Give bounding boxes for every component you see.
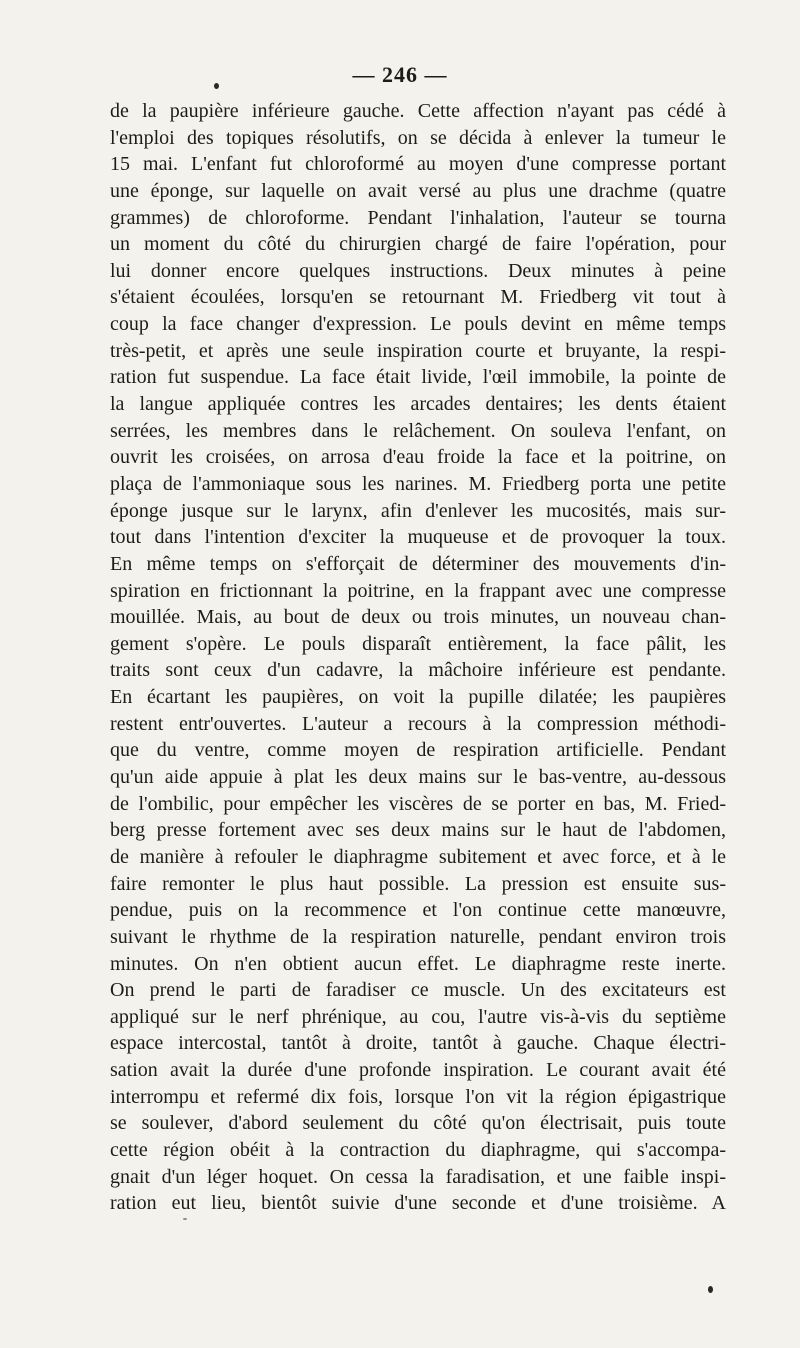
text-line: minutes. On n'en obtient aucun effet. Le diaphragme reste inerte. [110,952,726,975]
text-line: serrées, les membres dans le relâchement. On souleva l'enfant, on [110,419,726,442]
text-line: appliqué sur le nerf phrénique, au cou, l'autre vis-à-vis du septième [110,1005,726,1028]
ink-speck [708,1286,713,1293]
text-line: un moment du côté du chirurgien chargé de faire l'opération, pour [110,233,726,256]
text-line: traits sont ceux d'un cadavre, la mâchoire inférieure est pendante. [110,659,726,682]
text-line: mouillée. Mais, au bout de deux ou trois minutes, un nouveau chan- [110,606,726,629]
ink-speck [183,1218,187,1220]
text-line: faire remonter le plus haut possible. La pression est ensuite sus- [110,872,726,895]
text-line: de l'ombilic, pour empêcher les viscères de se porter en bas, M. Fried- [110,792,726,815]
text-line: tout dans l'intention d'exciter la muqueuse et de provoquer la toux. [110,526,726,549]
text-line: cette région obéit à la contraction du diaphragme, qui s'accompa- [110,1138,726,1161]
text-line: l'emploi des topiques résolutifs, on se décida à enlever la tumeur le [110,126,726,149]
text-line: éponge jusque sur le larynx, afin d'enlever les mucosités, mais sur- [110,499,726,522]
body-text [110,98,726,1217]
text-line: gnait d'un léger hoquet. On cessa la faradisation, et une faible inspi- [110,1165,726,1188]
text-line: On prend le parti de faradiser ce muscle. Un des excitateurs est [110,979,726,1002]
text-line: suivant le rhythme de la respiration naturelle, pendant environ trois [110,925,726,948]
text-line: gement s'opère. Le pouls disparaît entièrement, la face pâlit, les [110,632,726,655]
text-line: 15 mai. L'enfant fut chloroformé au moyen d'une compresse portant [110,153,726,176]
text-line: sation avait la durée d'une profonde inspiration. Le courant avait été [110,1059,726,1082]
text-line: de manière à refouler le diaphragme subitement et avec force, et à le [110,845,726,868]
text-line: En écartant les paupières, on voit la pupille dilatée; les paupières [110,686,726,709]
text-line: espace intercostal, tantôt à droite, tantôt à gauche. Chaque électri- [110,1032,726,1055]
text-line: qu'un aide appuie à plat les deux mains sur le bas-ventre, au-dessous [110,766,726,789]
text-line: ration fut suspendue. La face était livide, l'œil immobile, la pointe de [110,366,726,389]
text-line: interrompu et refermé dix fois, lorsque l'on vit la région épigastrique [110,1085,726,1108]
text-line: de la paupière inférieure gauche. Cette affection n'ayant pas cédé à [110,100,726,122]
text-line: pendue, puis on la recommence et l'on continue cette manœuvre, [110,899,726,922]
text-line: se soulever, d'abord seulement du côté qu'on électrisait, puis toute [110,1112,726,1135]
text-line: restent entr'ouvertes. L'auteur a recours à la compression méthodi- [110,712,726,735]
text-line: spiration en frictionnant la poitrine, en la frappant avec une compresse [110,579,726,602]
text-line: grammes) de chloroforme. Pendant l'inhalation, l'auteur se tourna [110,206,726,229]
text-line: ration eut lieu, bientôt suivie d'une seconde et d'une troisième. A [110,1192,726,1215]
text-line: berg presse fortement avec ses deux mains sur le haut de l'abdomen, [110,819,726,842]
text-line: ouvrit les croisées, on arrosa d'eau froide la face et la poitrine, on [110,446,726,469]
ink-speck [214,83,219,89]
text-line: En même temps on s'efforçait de déterminer des mouvements d'in- [110,552,726,575]
text-line: la langue appliquée contres les arcades dentaires; les dents étaient [110,393,726,416]
text-line: très-petit, et après une seule inspiration courte et bruyante, la respi- [110,339,726,362]
text-line: s'étaient écoulées, lorsqu'en se retournant M. Friedberg vit tout à [110,286,726,309]
text-line: plaça de l'ammoniaque sous les narines. M. Friedberg porta une petite [110,472,726,495]
text-line: que du ventre, comme moyen de respiration artificielle. Pendant [110,739,726,762]
text-line: coup la face changer d'expression. Le pouls devint en même temps [110,313,726,336]
page-number: — 246 — [352,62,448,87]
text-line: lui donner encore quelques instructions. Deux minutes à peine [110,259,726,282]
text-line: une éponge, sur laquelle on avait versé au plus une drachme (quatre [110,179,726,202]
